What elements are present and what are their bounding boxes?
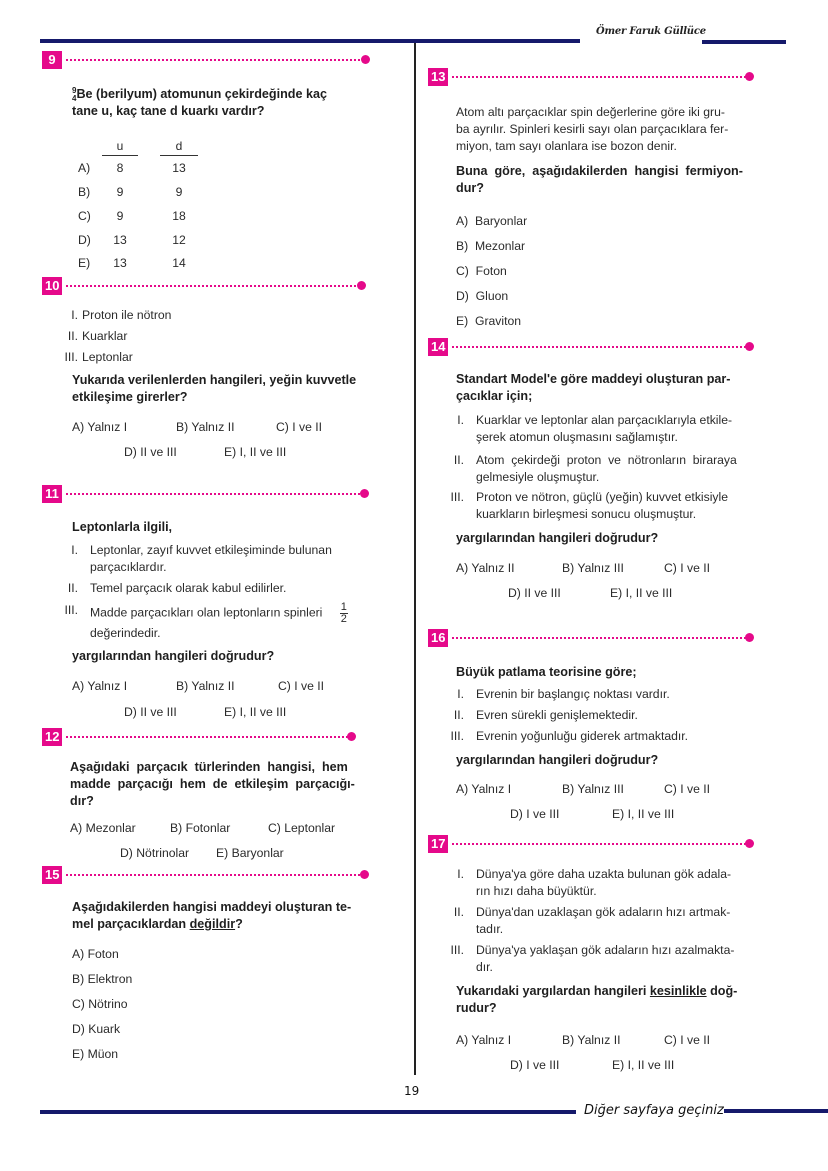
option-b[interactable]: B) Yalnız III <box>562 561 624 575</box>
option-d: 13 <box>172 161 186 175</box>
option-letter[interactable]: C) <box>78 209 91 223</box>
option-text: Mezonlar <box>474 239 526 253</box>
question-number-badge: 16 <box>428 629 448 647</box>
header-bar-right <box>702 40 786 44</box>
option-letter[interactable]: D) <box>78 233 91 247</box>
question-11-prompt: yargılarından hangileri doğrudur? <box>72 649 275 663</box>
author-name: Ömer Faruk Güllüce <box>596 26 706 37</box>
roman-numeral: II. <box>453 708 464 722</box>
dotted-line <box>66 874 364 876</box>
option-letter[interactable]: E) <box>78 256 91 270</box>
option-c[interactable]: C) I ve II <box>664 561 711 575</box>
statement-text <box>476 489 758 523</box>
statement-line: Atom çekirdeği proton ve nötronların biraraya <box>476 453 737 467</box>
roman-numeral: I. <box>71 308 78 322</box>
statement-text <box>476 942 758 976</box>
option-u: 9 <box>116 209 124 223</box>
option-e[interactable]: E) Müon <box>72 1047 119 1061</box>
paragraph-line: Atom altı parçacıklar spin değerlerine göre iki gru- <box>456 105 725 119</box>
option-a[interactable]: A) Yalnız I <box>456 1033 512 1047</box>
option-d: 18 <box>172 209 186 223</box>
dotted-line <box>66 59 364 61</box>
option-u: 13 <box>113 233 127 247</box>
option-d[interactable]: D) Kuark <box>72 1022 121 1036</box>
prompt-line: Buna göre, aşağıdakilerden hangisi fermiyon- <box>456 164 743 178</box>
option-e[interactable] <box>456 313 521 330</box>
option-b[interactable]: B) Yalnız II <box>176 679 235 693</box>
option-d[interactable]: D) II ve III <box>124 445 177 459</box>
statement-line: şerek atomun oluşmasını sağlamıştır. <box>476 430 678 444</box>
option-e[interactable]: E) I, II ve III <box>610 586 673 600</box>
mass-number: 9 <box>72 86 77 95</box>
option-b[interactable]: B) Fotonlar <box>170 821 231 835</box>
option-a[interactable]: A) Mezonlar <box>70 821 136 835</box>
dot-marker <box>360 870 369 879</box>
option-letter: B) <box>456 239 469 253</box>
option-b[interactable]: B) Elektron <box>72 972 133 986</box>
dotted-line <box>66 493 364 495</box>
question-number-badge: 13 <box>428 68 448 86</box>
dot-marker <box>745 633 754 642</box>
prompt-punct: ? <box>235 917 243 931</box>
option-a[interactable]: A) Yalnız I <box>456 782 512 796</box>
option-u: 13 <box>113 256 127 270</box>
dot-marker <box>360 489 369 498</box>
question-17-header <box>428 835 758 853</box>
option-c[interactable]: C) I ve II <box>664 1033 711 1047</box>
dot-marker <box>745 839 754 848</box>
next-page-note: Diğer sayfaya geçiniz <box>584 1103 724 1118</box>
statement-text: Evrenin bir başlangıç noktası vardır. <box>476 687 670 701</box>
option-a[interactable]: A) Yalnız I <box>72 420 128 434</box>
option-e[interactable]: E) I, II ve III <box>224 705 287 719</box>
option-d[interactable]: D) II ve III <box>508 586 561 600</box>
statement-text: Kuarklar <box>82 329 128 343</box>
question-17-prompt <box>456 983 756 1017</box>
fraction-numerator: 1 <box>340 601 347 613</box>
dotted-line <box>452 637 750 639</box>
option-e[interactable]: E) I, II ve III <box>224 445 287 459</box>
table-header-d: d <box>160 139 198 156</box>
option-letter[interactable]: A) <box>78 161 91 175</box>
dotted-line <box>452 346 750 348</box>
option-e[interactable]: E) I, II ve III <box>612 807 675 821</box>
prompt-line: Aşağıdaki parçacık türlerinden hangisi, hem <box>70 760 348 774</box>
prompt-line: dur? <box>456 181 484 195</box>
statement-text: Leptonlar <box>82 350 133 364</box>
roman-numeral: III. <box>450 729 464 743</box>
option-d: 12 <box>172 233 186 247</box>
dotted-line <box>452 843 750 845</box>
statement-line: tadır. <box>476 922 504 936</box>
paragraph-line: miyon, tam sayı olanlara ise bozon denir. <box>456 139 677 153</box>
roman-numeral: I. <box>71 543 78 557</box>
column-divider <box>414 43 416 1075</box>
question-15-prompt <box>72 899 372 933</box>
prompt-line: dır? <box>70 794 94 808</box>
statement-text <box>476 452 758 486</box>
statement-3 <box>438 489 756 525</box>
statement-2 <box>438 452 756 488</box>
roman-numeral: I. <box>457 867 464 881</box>
roman-numeral: II. <box>67 329 78 343</box>
prompt-line: Yukarıda verilenlerden hangileri, yeğin kuvvetle <box>72 373 357 387</box>
dot-marker <box>361 55 370 64</box>
statement-line: Dünya'ya yaklaşan gök adaların hızı azalmakta- <box>476 943 735 957</box>
option-c[interactable]: C) I ve II <box>276 420 323 434</box>
question-number-badge: 10 <box>42 277 62 295</box>
prompt-line: rudur? <box>456 1001 497 1015</box>
statement-3 <box>438 942 756 978</box>
roman-numeral: III. <box>64 603 78 617</box>
question-13-paragraph <box>456 104 756 155</box>
option-d[interactable]: D) I ve III <box>510 1058 560 1072</box>
statement-line: kuarkların birleşmesi sonucu oluşmuştur. <box>476 507 697 521</box>
question-11-header <box>42 485 372 503</box>
option-c[interactable]: C) Nötrino <box>72 997 128 1011</box>
option-a[interactable] <box>456 213 527 230</box>
dotted-line <box>66 736 352 738</box>
intro-line: çacıklar için; <box>456 389 533 403</box>
question-14-intro <box>456 371 756 405</box>
statement-text: Temel parçacık olarak kabul edilirler. <box>90 581 287 595</box>
roman-numeral: III. <box>450 943 464 957</box>
question-10-header <box>42 277 372 295</box>
option-a[interactable]: A) Yalnız I <box>72 679 128 693</box>
option-letter: C) <box>456 264 469 278</box>
option-text: Foton <box>475 264 507 278</box>
option-c[interactable] <box>456 263 507 280</box>
question-number-badge: 14 <box>428 338 448 356</box>
statement-text <box>90 542 366 576</box>
intro-line: Standart Model'e göre maddeyi oluşturan par- <box>456 372 731 386</box>
dot-marker <box>347 732 356 741</box>
option-e[interactable]: E) I, II ve III <box>612 1058 675 1072</box>
option-b[interactable]: B) Yalnız II <box>562 1033 621 1047</box>
dot-marker <box>357 281 366 290</box>
question-number-badge: 17 <box>428 835 448 853</box>
question-16-header <box>428 629 758 647</box>
option-c[interactable]: C) Leptonlar <box>268 821 336 835</box>
question-14-prompt: yargılarından hangileri doğrudur? <box>456 531 659 545</box>
statement-text <box>476 412 758 446</box>
question-11-intro: Leptonlarla ilgili, <box>72 520 173 534</box>
statement-2 <box>438 904 756 940</box>
header-bar-left <box>40 39 580 43</box>
question-9-header <box>42 51 372 69</box>
option-a[interactable]: A) Foton <box>72 947 119 961</box>
question-12-prompt <box>70 759 370 810</box>
question-number-badge: 9 <box>42 51 62 69</box>
statement-line: Dünya'dan uzaklaşan gök adaların hızı artmak- <box>476 905 731 919</box>
statement-3 <box>52 602 368 642</box>
option-c[interactable]: C) I ve II <box>278 679 325 693</box>
fraction-denominator: 2 <box>340 613 347 625</box>
option-u: 9 <box>116 185 124 199</box>
statement-1 <box>438 412 756 448</box>
statement-1 <box>438 866 756 902</box>
paragraph-line: ba ayrılır. Spinleri kesirli sayı olan parçacıklara fer- <box>456 122 729 136</box>
stem-line: Be (berilyum) atomunun çekirdeğinde kaç <box>76 87 327 101</box>
statement-line: Kuarklar ve leptonlar alan parçacıklarıyla etkile- <box>476 413 733 427</box>
option-text: Graviton <box>474 314 522 328</box>
option-letter: D) <box>456 289 469 303</box>
page-number: 19 <box>404 1084 420 1098</box>
question-12-header <box>42 728 362 746</box>
question-number-badge: 15 <box>42 866 62 884</box>
statement-line: Madde parçacıkları olan leptonların spinleri <box>90 605 323 620</box>
option-d[interactable]: D) I ve III <box>510 807 560 821</box>
option-text: Gluon <box>475 289 509 303</box>
option-e[interactable]: E) Baryonlar <box>216 846 284 860</box>
option-d[interactable]: D) II ve III <box>124 705 177 719</box>
statement-text <box>90 602 370 625</box>
roman-numeral: I. <box>457 687 464 701</box>
question-14-header <box>428 338 758 356</box>
roman-numeral: I. <box>457 413 464 427</box>
prompt-line: Aşağıdakilerden hangisi maddeyi oluşturan te- <box>72 900 352 914</box>
roman-numeral: II. <box>453 453 464 467</box>
roman-numeral: III. <box>450 490 464 504</box>
footer-bar-right <box>724 1109 828 1113</box>
statement-line: Dünya'ya göre daha uzakta bulunan gök adala- <box>476 867 732 881</box>
statement-text <box>476 904 758 938</box>
option-b[interactable]: B) Yalnız II <box>176 420 235 434</box>
roman-numeral: II. <box>67 581 78 595</box>
fraction-one-half <box>340 602 348 625</box>
roman-numeral: III. <box>64 350 78 364</box>
statement-line: gelmesiyle oluşmuştur. <box>476 470 600 484</box>
statement-text: Proton ile nötron <box>82 308 172 322</box>
underlined-keyword: kesinlikle <box>649 984 707 998</box>
stem-line: tane u, kaç tane d kuarkı vardır? <box>72 104 265 118</box>
question-number-badge: 11 <box>42 485 62 503</box>
option-b[interactable]: B) Yalnız III <box>562 782 624 796</box>
option-a[interactable]: A) Yalnız II <box>456 561 515 575</box>
option-letter: A) <box>456 214 469 228</box>
option-d: 14 <box>172 256 186 270</box>
question-15-header <box>42 866 372 884</box>
table-header-u: u <box>102 139 138 156</box>
prompt-line: madde parçacığı hem de etkileşim parçacığı- <box>70 777 355 791</box>
statement-line: Leptonlar, zayıf kuvvet etkileşiminde bulunan <box>90 543 332 557</box>
statement-line: dır. <box>476 960 493 974</box>
prompt-line: Yukarıdaki yargılardan hangileri <box>456 984 650 998</box>
underlined-keyword: değildir <box>189 917 236 931</box>
question-13-header <box>428 68 758 86</box>
option-c[interactable]: C) I ve II <box>664 782 711 796</box>
prompt-line: mel parçacıklardan <box>72 917 190 931</box>
statement-line: parçacıklardır. <box>90 560 167 574</box>
option-text: Baryonlar <box>474 214 528 228</box>
footer-bar-left <box>40 1110 576 1114</box>
question-13-prompt <box>456 163 756 197</box>
dotted-line <box>452 76 750 78</box>
statement-line: değerindedir. <box>90 626 161 640</box>
prompt-line: etkileşime girerler? <box>72 390 188 404</box>
option-d: 9 <box>175 185 183 199</box>
question-10-prompt <box>72 372 372 406</box>
option-b[interactable] <box>456 238 525 255</box>
dot-marker <box>745 72 754 81</box>
option-letter[interactable]: B) <box>78 185 91 199</box>
statement-text: Evrenin yoğunluğu giderek artmaktadır. <box>476 729 689 743</box>
question-9-stem <box>72 86 366 120</box>
statement-line: Proton ve nötron, güçlü (yeğin) kuvvet etkisiyle <box>476 490 728 504</box>
dotted-line <box>66 285 364 287</box>
option-letter: E) <box>456 314 469 328</box>
prompt-line: doğ- <box>706 984 738 998</box>
roman-numeral: II. <box>453 905 464 919</box>
statement-line: rın hızı daha büyüktür. <box>476 884 597 898</box>
question-number-badge: 12 <box>42 728 62 746</box>
question-16-prompt: yargılarından hangileri doğrudur? <box>456 753 659 767</box>
dot-marker <box>745 342 754 351</box>
option-d[interactable]: D) Nötrinolar <box>120 846 190 860</box>
statement-text: Evren sürekli genişlemektedir. <box>476 708 638 722</box>
statement-text <box>476 866 758 900</box>
question-16-intro: Büyük patlama teorisine göre; <box>456 665 637 679</box>
option-u: 8 <box>116 161 124 175</box>
option-d[interactable] <box>456 288 508 305</box>
statement-1 <box>52 542 368 578</box>
atomic-number: 4 <box>72 94 77 103</box>
